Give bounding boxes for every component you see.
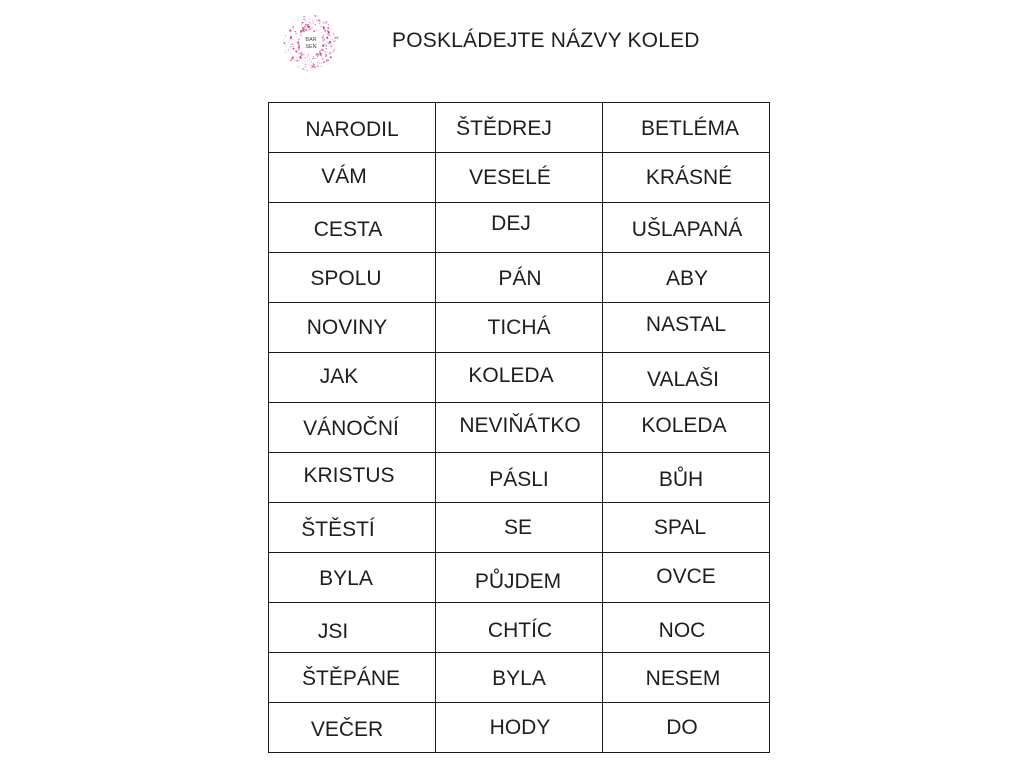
word-label: BYLA bbox=[319, 566, 373, 590]
word-cell bbox=[603, 303, 770, 353]
table-row bbox=[269, 203, 770, 253]
word-label: CESTA bbox=[313, 217, 383, 241]
table-row bbox=[269, 353, 770, 403]
word-cell bbox=[436, 653, 603, 703]
word-cell bbox=[269, 303, 436, 353]
word-label: VALAŠI bbox=[647, 367, 719, 391]
word-cell bbox=[603, 653, 770, 703]
word-cell bbox=[436, 103, 603, 153]
word-label: VÁM bbox=[321, 164, 367, 188]
word-label: VESELÉ bbox=[469, 165, 551, 189]
table-row bbox=[269, 553, 770, 603]
word-cell bbox=[603, 253, 770, 303]
word-cell bbox=[436, 553, 603, 603]
word-cell bbox=[269, 703, 436, 753]
word-label: TICHÁ bbox=[487, 315, 551, 339]
table-row bbox=[269, 303, 770, 353]
word-label: KRÁSNÉ bbox=[645, 165, 733, 189]
word-label: PŮJDEM bbox=[474, 569, 562, 593]
word-cell bbox=[436, 353, 603, 403]
word-cell bbox=[436, 453, 603, 503]
table-row bbox=[269, 653, 770, 703]
page-title: POSKLÁDEJTE NÁZVY KOLED bbox=[392, 29, 700, 52]
word-label: NARODIL bbox=[305, 117, 399, 141]
word-cell bbox=[269, 603, 436, 653]
table-row bbox=[269, 703, 770, 753]
word-cell bbox=[269, 353, 436, 403]
word-cell bbox=[436, 703, 603, 753]
word-cell bbox=[436, 403, 603, 453]
logo-text-bottom: SEN bbox=[305, 44, 317, 50]
logo-wreath-icon bbox=[282, 14, 340, 72]
word-label: KOLEDA bbox=[468, 363, 554, 387]
word-cell bbox=[603, 553, 770, 603]
table-row bbox=[269, 403, 770, 453]
word-label: NESEM bbox=[645, 666, 721, 690]
word-cell bbox=[603, 503, 770, 553]
word-label: NOVINY bbox=[306, 315, 388, 339]
word-cell bbox=[436, 153, 603, 203]
word-label: JAK bbox=[319, 364, 359, 388]
word-cell bbox=[436, 253, 603, 303]
word-label: ŠTĚPÁNE bbox=[301, 666, 401, 690]
word-label: KOLEDA bbox=[641, 413, 727, 437]
word-label: VÁNOČNÍ bbox=[303, 416, 399, 440]
word-cell bbox=[269, 253, 436, 303]
word-cell bbox=[269, 503, 436, 553]
word-cell bbox=[436, 503, 603, 553]
word-label: NASTAL bbox=[645, 312, 727, 336]
word-label: PÁN bbox=[498, 266, 542, 290]
word-label: BYLA bbox=[492, 666, 546, 690]
word-cell bbox=[603, 703, 770, 753]
word-cell bbox=[436, 603, 603, 653]
word-label: ŠTĚDREJ bbox=[456, 116, 552, 140]
word-label: SE bbox=[503, 515, 533, 539]
word-cell bbox=[269, 103, 436, 153]
word-table bbox=[268, 102, 770, 753]
word-label: SPAL bbox=[653, 515, 707, 539]
word-label: HODY bbox=[489, 715, 551, 739]
table-row bbox=[269, 603, 770, 653]
word-cell bbox=[436, 303, 603, 353]
word-cell bbox=[603, 103, 770, 153]
word-cell bbox=[603, 353, 770, 403]
table-row bbox=[269, 153, 770, 203]
word-cell bbox=[269, 453, 436, 503]
word-label: ŠTĚSTÍ bbox=[301, 517, 375, 541]
word-cell bbox=[603, 153, 770, 203]
word-cell bbox=[603, 203, 770, 253]
logo bbox=[282, 14, 340, 72]
word-cell bbox=[603, 603, 770, 653]
word-cell bbox=[269, 653, 436, 703]
word-label: BETLÉMA bbox=[640, 116, 740, 140]
word-label: DEJ bbox=[491, 211, 531, 235]
word-cell bbox=[269, 553, 436, 603]
logo-text-top: BAR bbox=[305, 37, 317, 43]
table-row bbox=[269, 453, 770, 503]
word-label: OVCE bbox=[656, 564, 716, 588]
word-cell bbox=[603, 453, 770, 503]
word-label: ABY bbox=[665, 266, 709, 290]
word-label: JSI bbox=[317, 619, 349, 643]
table-row bbox=[269, 503, 770, 553]
word-cell bbox=[603, 403, 770, 453]
word-cell bbox=[436, 203, 603, 253]
word-label: NEVIŇÁTKO bbox=[459, 413, 581, 437]
word-label: NOC bbox=[658, 618, 706, 642]
word-cell bbox=[269, 153, 436, 203]
word-label: CHTÍC bbox=[487, 618, 553, 642]
word-label: UŠLAPANÁ bbox=[631, 217, 743, 241]
word-label: SPOLU bbox=[310, 266, 382, 290]
word-label: BŮH bbox=[658, 467, 704, 491]
table-row bbox=[269, 103, 770, 153]
word-label: DO bbox=[666, 715, 698, 739]
word-cell bbox=[269, 203, 436, 253]
table-row bbox=[269, 253, 770, 303]
word-label: KRISTUS bbox=[303, 463, 395, 487]
word-cell bbox=[269, 403, 436, 453]
word-label: PÁSLI bbox=[489, 467, 549, 491]
word-label: VEČER bbox=[310, 717, 384, 741]
